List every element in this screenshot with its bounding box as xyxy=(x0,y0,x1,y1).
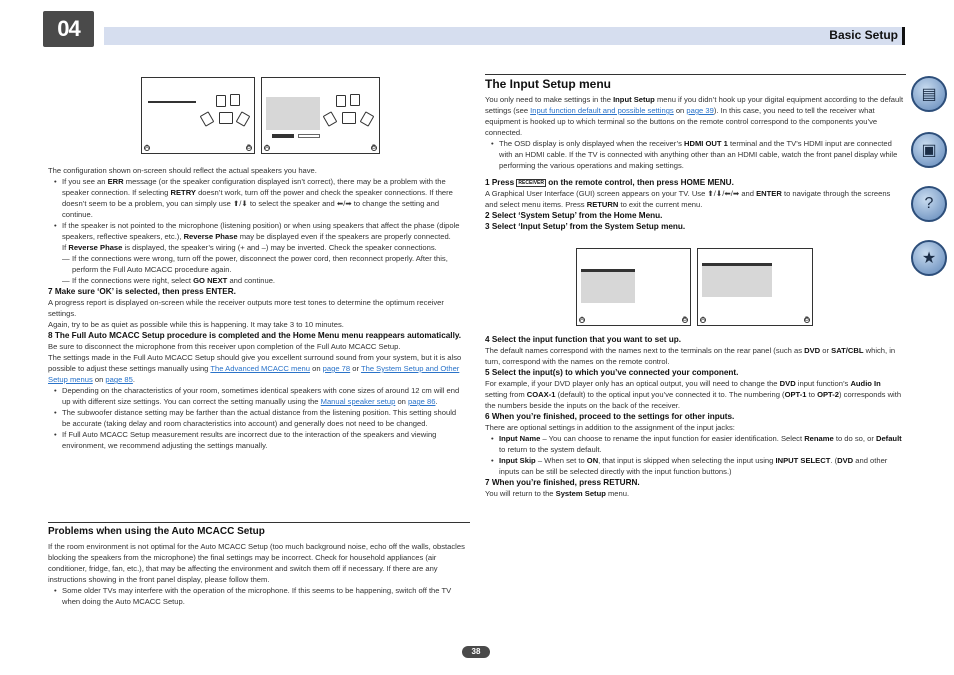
step-7-heading: 7 Make sure ‘OK’ is selected, then press ENTER. xyxy=(48,287,236,296)
corner-mark: A xyxy=(580,317,585,323)
menu-panel xyxy=(581,269,635,303)
step-8-heading: 8 The Full Auto MCACC Setup procedure is completed and the Home Menu menu reappears automatically. xyxy=(48,331,462,340)
retry-button xyxy=(298,134,320,138)
step-2-heading: 2 Select ‘System Setup’ from the Home Menu. xyxy=(485,211,663,220)
corner-mark: B xyxy=(247,145,252,151)
problems-text: If the room environment is not optimal for the Auto MCACC Setup (too much background noise, echo off the walls, obstacles blocking the speakers from the microphone) the final settings may be incorrect. Check for household appliances (air conditioner, fridge, fan, etc.), that may be affecting the environment and switch them off if necessary. If there are any instructions showing in the front panel display, please follow them. xyxy=(48,542,465,584)
step-7-text: A progress report is displayed on-screen while the receiver outputs more test tones to determine the optimum receiver settings. xyxy=(48,298,444,318)
corner-mark: B xyxy=(683,317,688,323)
step-5-text: For example, if your DVD player only has an optical output, you will need to change the DVD input function’s Audio In setting from COAX-1 (default) to the optical input you’ve connected it to. The numbering (OPT-1 to OPT-2) corresponds with the numbers beside the inputs on the back of the receiver. xyxy=(485,379,902,410)
page-39-link[interactable]: page 39 xyxy=(686,106,714,115)
step-3-heading: 3 Select ‘Input Setup’ from the System Setup menu. xyxy=(485,222,686,231)
left-column xyxy=(48,165,466,451)
problems-section xyxy=(48,526,466,607)
speaker-icon xyxy=(216,95,226,107)
section-title: Basic Setup xyxy=(829,28,898,42)
step-1-text: A Graphical User Interface (GUI) screen appears on your TV. Use ⬆/⬇/⬅/➡ and ENTER to navigate through the screens and select menu items. Press RETURN to exit the current menu. xyxy=(485,189,891,209)
page-85-link[interactable]: page 85 xyxy=(105,375,133,384)
dash-item: — If the connections were wrong, turn off the power, disconnect the power cord, then reconnect properly. After this, perform the Full Auto MCACC procedure again. xyxy=(48,253,466,275)
chapter-number: 04 xyxy=(43,11,94,47)
corner-mark: B xyxy=(372,145,377,151)
speaker-icon xyxy=(336,95,346,107)
intro-text: You only need to make settings in the Input Setup menu if you didn’t hook up your digital equipment according to the default settings (see Input function default and possible settings on page 39). In this case, you need to tell the receiver what equipment is hooked up to which terminal so the buttons on the remote control correspond to the components you’ve connected. xyxy=(485,95,904,137)
speaker-icon xyxy=(342,112,356,124)
appendix-icon[interactable]: ★ xyxy=(911,240,947,276)
bullet-item: • Depending on the characteristics of your room, sometimes identical speakers with cone sizes of around 12 cm will end up with different size settings. You can correct the setting manually using the Manual speaker setup on page 86. xyxy=(48,385,466,407)
corner-mark: B xyxy=(805,317,810,323)
progress-bar xyxy=(148,101,196,103)
problems-heading: Problems when using the Auto MCACC Setup xyxy=(48,526,265,537)
input-highlight xyxy=(702,263,772,266)
section-divider xyxy=(48,522,470,523)
ok-button xyxy=(272,134,294,138)
speaker-icon xyxy=(350,94,360,106)
intro-text: The configuration shown on-screen should reflect the actual speakers you have. xyxy=(48,166,317,175)
bullet-item: • Some older TVs may interfere with the operation of the microphone. If this seems to be happening, switch off the TV when doing the Auto MCACC Setup. xyxy=(48,585,466,607)
speaker-result-screen xyxy=(261,77,380,154)
bullet-item: • The OSD display is only displayed when the receiver’s HDMI OUT 1 terminal and the TV’s HDMI input are connected with an HDMI cable. If the TV is connected with anything other than an HDMI cable, watch the front panel display while performing the various operations and making settings. xyxy=(485,138,905,171)
bullet-item: • If Full Auto MCACC Setup measurement results are incorrect due to the interaction of the speakers and viewing environment, we recommend adjusting the settings manually. xyxy=(48,429,466,451)
speaker-icon xyxy=(236,111,251,126)
dash-item: — If the connections were right, select GO NEXT and continue. xyxy=(48,275,466,286)
advanced-mcacc-link[interactable]: The Advanced MCACC menu xyxy=(210,364,310,373)
right-column xyxy=(485,79,905,232)
page-86-link[interactable]: page 86 xyxy=(408,397,436,406)
speaker-icon xyxy=(219,112,233,124)
step-5-heading: 5 Select the input(s) to which you’ve connected your component. xyxy=(485,368,739,377)
step-7-text: You will return to the System Setup menu. xyxy=(485,489,630,498)
receiver-key-icon: RECEIVER xyxy=(518,180,544,186)
faq-icon[interactable]: ? xyxy=(911,186,947,222)
bullet-item: • Input Name – You can choose to rename the input function for easier identification. Select Rename to do so, or Default to return to the system default. xyxy=(485,433,905,455)
bullet-item: • If the speaker is not pointed to the microphone (listening position) or when using speakers that affect the phase (dipole speakers, reflective speakers, etc.), Reverse Phase may be displayed even if the speakers are properly connected. xyxy=(48,220,466,242)
section-divider xyxy=(485,74,906,75)
bullet-item: • The subwoofer distance setting may be farther than the actual distance from the listening position. This setting should be accurate (taking delay and room characteristics into account) and generally does not need to be changed. xyxy=(48,407,466,429)
indented-text: If Reverse Phase is displayed, the speaker’s wiring (+ and –) may be inverted. Check the speaker connections. xyxy=(62,243,437,252)
step-4-heading: 4 Select the input function that you want to set up. xyxy=(485,335,682,344)
page-78-link[interactable]: page 78 xyxy=(322,364,351,373)
speaker-icon xyxy=(360,111,375,126)
table-of-contents-icon[interactable]: ▤ xyxy=(911,76,947,112)
step-7-text: Again, try to be as quiet as possible while this is happening. It may take 3 to 10 minutes. xyxy=(48,320,344,329)
input-setup-heading: The Input Setup menu xyxy=(485,77,611,91)
corner-mark: A xyxy=(701,317,706,323)
step-7-heading: 7 When you’re finished, press RETURN. xyxy=(485,478,640,487)
step-8-text: Be sure to disconnect the microphone from this receiver upon completion of the Full Auto MCACC Setup. xyxy=(48,342,401,351)
input-setup-screen xyxy=(697,248,813,326)
system-setup-link[interactable]: The System Setup and Other Setup menus xyxy=(48,364,460,384)
section-header xyxy=(104,27,905,45)
speaker-check-screen xyxy=(141,77,255,154)
input-panel xyxy=(702,263,772,297)
page-number: 38 xyxy=(462,646,490,658)
bullet-item: • If you see an ERR message (or the speaker configuration displayed isn’t correct), there may be a problem with the speaker connection. If selecting RETRY doesn’t work, turn off the power and check the speaker connections. If there doesn’t seem to be a problem, you can simply use ⬆/⬇ to select the speaker and ⬅/➡ to change the setting and continue. xyxy=(48,176,466,220)
step-6-text: There are optional settings in addition to the assignment of the input jacks: xyxy=(485,423,735,432)
home-menu-screen xyxy=(576,248,691,326)
remote-control-icon[interactable]: ▣ xyxy=(911,132,947,168)
step-1-heading: 1 Press RECEIVER on the remote control, then press HOME MENU. xyxy=(485,178,734,187)
step-8-text: The settings made in the Full Auto MCACC Setup should give you excellent surround sound from your system, but it is also possible to adjust these settings manually using The Advanced MCACC menu on page 78 or The System Setup and Other Setup menus on page 85. xyxy=(48,353,462,384)
speaker-icon xyxy=(200,111,215,126)
speaker-icon xyxy=(230,94,240,106)
speaker-icon xyxy=(323,111,338,126)
corner-mark: A xyxy=(265,145,270,151)
result-panel xyxy=(266,97,320,130)
bullet-item: • Input Skip – When set to ON, that input is skipped when selecting the input using INPUT SELECT. (DVD and other inputs can be still be selected directly with the input function buttons.) xyxy=(485,455,905,477)
right-column-steps xyxy=(485,334,905,499)
corner-mark: A xyxy=(145,145,150,151)
step-4-text: The default names correspond with the names next to the terminals on the rear panel (such as DVD or SAT/CBL which, in turn, correspond with the names on the remote control. xyxy=(485,346,896,366)
section-rule xyxy=(902,27,905,45)
manual-speaker-setup-link[interactable]: Manual speaker setup xyxy=(320,397,396,406)
step-6-heading: 6 When you’re finished, proceed to the settings for other inputs. xyxy=(485,412,735,421)
menu-highlight xyxy=(581,269,635,272)
input-function-defaults-link[interactable]: Input function default and possible settings xyxy=(530,106,674,115)
